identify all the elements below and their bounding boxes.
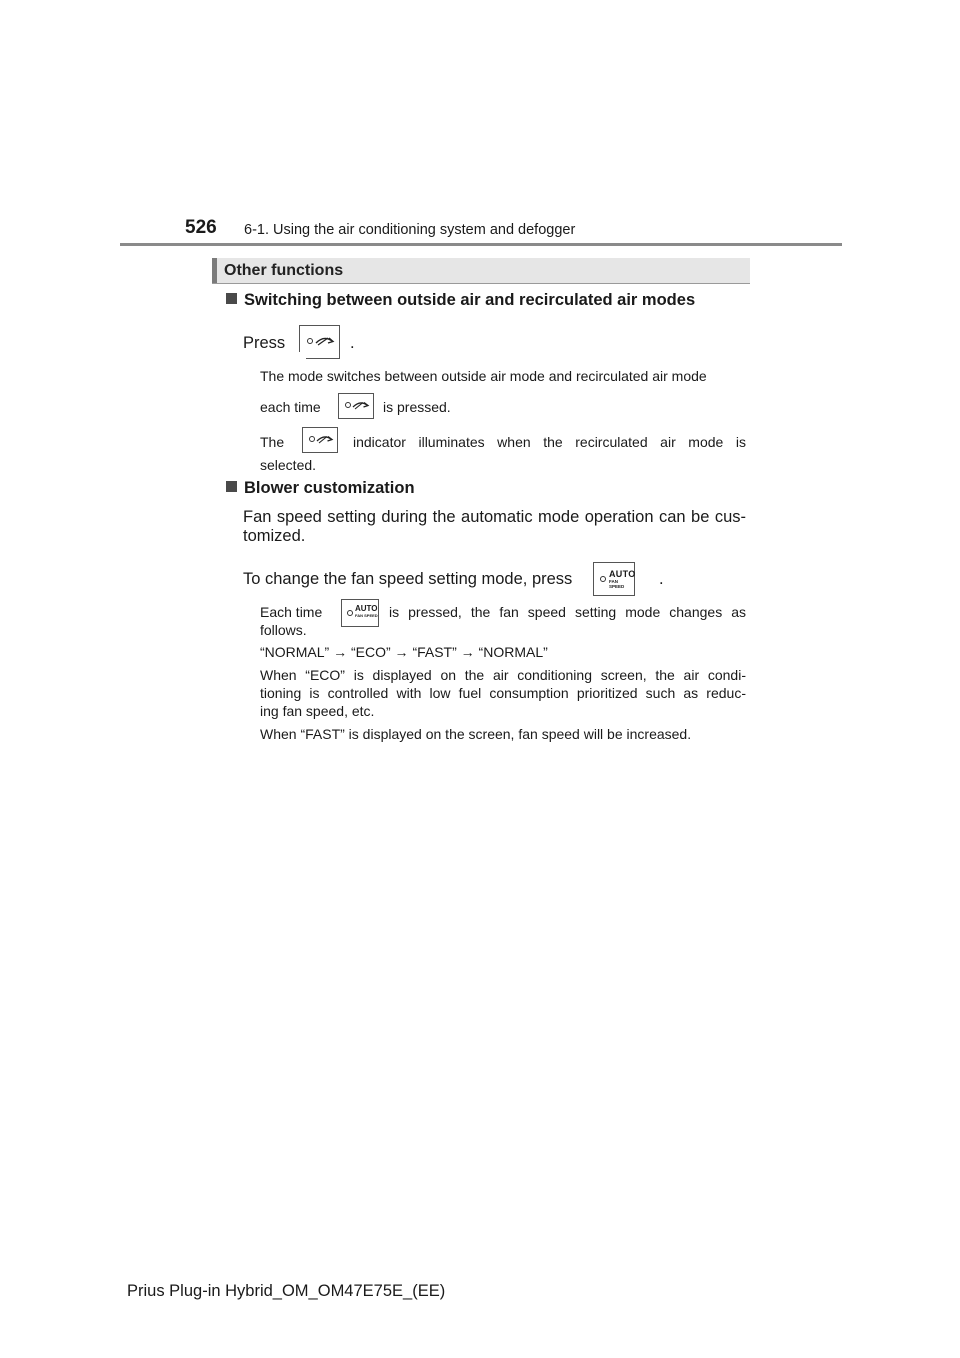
square-bullet-icon <box>226 481 237 492</box>
blower-para-line2: tomized. <box>243 527 306 545</box>
page-number: 526 <box>185 217 217 238</box>
eco-note-line3: ing fan speed, etc. <box>260 703 375 719</box>
indicator-dot-icon <box>600 576 606 582</box>
blower-note1-line2: follows. <box>260 622 307 638</box>
document-footer: Prius Plug-in Hybrid_OM_OM47E75E_(EE) <box>127 1282 446 1300</box>
chapter-title: 6-1. Using the air conditioning system and defogger <box>244 222 576 238</box>
blower-para-line1: Fan speed setting during the automatic mode operation can be cus- <box>243 508 746 526</box>
blower-note1-prefix: Each time <box>260 604 323 620</box>
button-notch <box>299 352 306 359</box>
recirc-note1-suffix: is pressed. <box>383 399 451 415</box>
blower-note1-suffix: is pressed, the fan speed setting mode changes as <box>389 604 746 620</box>
blower-press-prefix: To change the fan speed setting mode, press <box>243 570 573 588</box>
section-title-bar <box>212 258 750 284</box>
section-bar-accent <box>212 258 217 284</box>
blower-heading <box>226 479 415 498</box>
recirculate-air-icon <box>316 434 334 444</box>
indicator-dot-icon <box>345 402 351 408</box>
recirculate-air-icon <box>314 335 336 347</box>
eco-note-line1: When “ECO” is displayed on the air conditioning screen, the air condi- <box>260 667 746 683</box>
fan-speed-label: FAN SPEED <box>609 579 625 589</box>
auto-label: AUTO <box>355 604 378 613</box>
indicator-dot-icon <box>307 338 313 344</box>
recirc-note2-prefix: The <box>260 434 285 450</box>
recirc-indicator-inline <box>302 427 338 453</box>
recirculate-air-icon <box>352 400 370 410</box>
recirc-heading-text: Switching between outside air and recirculated air modes <box>244 291 696 309</box>
recirc-heading <box>226 291 695 310</box>
square-bullet-icon <box>226 293 237 304</box>
auto-fan-speed-button-inline <box>341 599 379 627</box>
recirc-press-prefix: Press <box>243 334 286 352</box>
auto-fan-speed-button <box>593 562 635 596</box>
indicator-dot-icon <box>309 436 315 442</box>
recirc-air-button <box>299 325 340 359</box>
auto-label: AUTO <box>609 569 636 579</box>
recirc-air-button-inline <box>338 393 374 419</box>
recirc-note1-prefix: each time <box>260 399 321 415</box>
recirc-note1-line1: The mode switches between outside air mode and recirculated air mode <box>260 368 707 384</box>
section-title: Other functions <box>224 262 344 279</box>
recirc-press-suffix: . <box>350 334 355 352</box>
section-bar-underline <box>212 283 750 284</box>
indicator-dot-icon <box>347 610 353 616</box>
fan-mode-sequence: “NORMAL” → “ECO” → “FAST” → “NORMAL” <box>260 644 548 660</box>
recirc-note2-suffix: indicator illuminates when the recirculated air mode is <box>353 434 746 450</box>
eco-note-line2: tioning is controlled with low fuel consumption prioritized such as reduc- <box>260 685 746 701</box>
header-divider <box>120 243 842 246</box>
blower-heading-text: Blower customization <box>244 479 415 497</box>
fan-speed-label: FAN SPEED <box>355 613 378 618</box>
recirc-note2-line2: selected. <box>260 457 317 473</box>
fast-note: When “FAST” is displayed on the screen, fan speed will be increased. <box>260 726 692 742</box>
blower-press-suffix: . <box>659 570 664 588</box>
